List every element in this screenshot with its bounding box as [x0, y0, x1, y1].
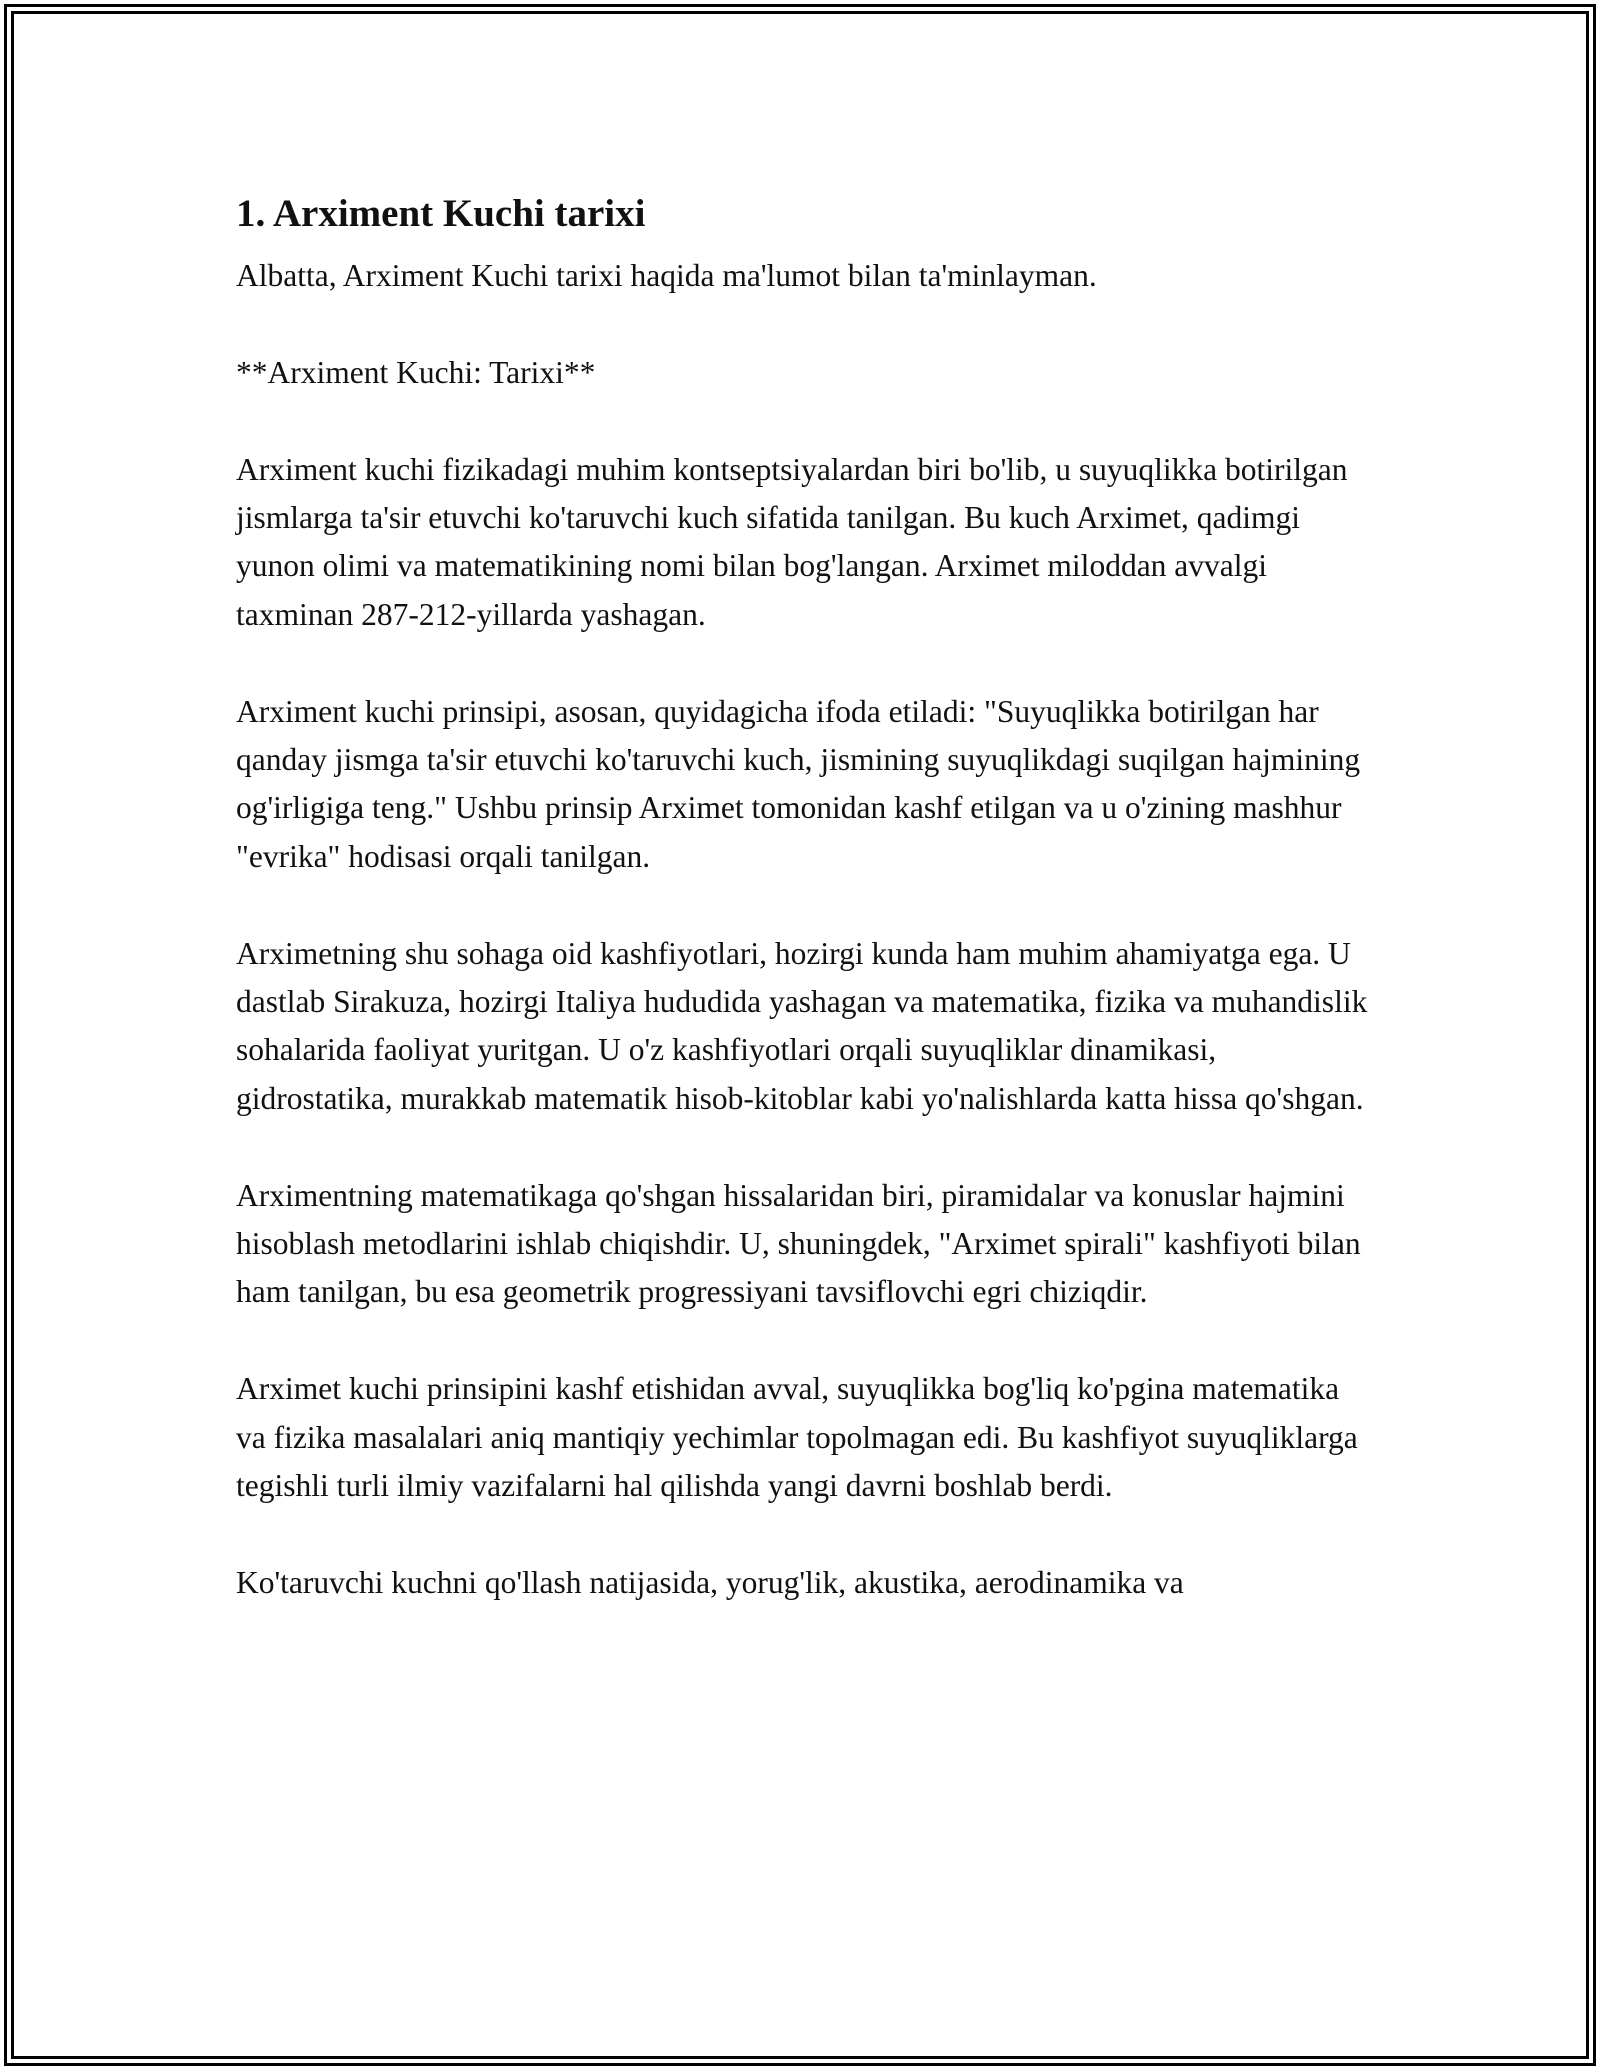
paragraph-spacer	[236, 1317, 1376, 1365]
paragraph-spacer	[236, 300, 1376, 348]
body-paragraph: Arximentning matematikaga qo'shgan hissalaridan biri, piramidalar va konuslar hajmini hisoblash metodlarini ishlab chiqishdir. U, shuningdek, "Arximet spirali" kashfiyoti bilan ham tanilgan, bu esa geometrik progressiyani tavsiflovchi egri chiziqdir.	[236, 1177, 1361, 1310]
paragraph-spacer	[236, 1123, 1376, 1171]
body-paragraph: Arximet kuchi prinsipini kashf etishidan avval, suyuqlikka bog'liq ko'pgina matematika va fizika masalalari aniq mantiqiy yechimlar topolmagan edi. Bu kashfiyot suyuqliklarga tegishli turli ilmiy vazifalarni hal qilishda yangi davrni boshlab berdi.	[236, 1371, 1358, 1504]
body-paragraph: Arximent kuchi prinsipi, asosan, quyidagicha ifoda etiladi: "Suyuqlikka botirilgan har qanday jismga ta'sir etuvchi ko'taruvchi kuch, jismining suyuqlikdagi suqilgan hajmining og'irligiga teng." Ushbu prinsip Arximet tomonidan kashf etilgan va u o'zining mashhur "evrika" hodisasi orqali tanilgan.	[236, 693, 1361, 874]
paragraph-spacer	[236, 639, 1376, 687]
section-heading: 1. Arximent Kuchi tarixi	[236, 192, 646, 235]
intro-paragraph: Albatta, Arximent Kuchi tarixi haqida ma'lumot bilan ta'minlayman.	[236, 258, 1097, 293]
subtitle-paragraph: **Arximent Kuchi: Tarixi**	[236, 354, 596, 390]
paragraph-spacer	[236, 881, 1376, 929]
body-paragraph: Arximent kuchi fizikadagi muhim kontseptsiyalardan biri bo'lib, u suyuqlikka botirilgan jismlarga ta'sir etuvchi ko'taruvchi kuch sifatida tanilgan. Bu kuch Arximet, qadimgi yunon olimi va matematikining nomi bilan bog'langan. Arximet miloddan avvalgi taxminan 287-212-yillarda yashagan.	[236, 451, 1348, 632]
body-paragraph-truncated: Ko'taruvchi kuchni qo'llash natijasida, yorug'lik, akustika, aerodinamika va	[236, 1564, 1184, 1600]
paragraph-spacer	[236, 397, 1376, 445]
document-body	[236, 180, 1376, 1607]
paragraph-spacer	[236, 1510, 1376, 1558]
body-paragraph: Arximetning shu sohaga oid kashfiyotlari, hozirgi kunda ham muhim ahamiyatga ega. U dastlab Sirakuza, hozirgi Italiya hududida yashagan va matematika, fizika va muhandislik sohalarida faoliyat yuritgan. U o'z kashfiyotlari orqali suyuqliklar dinamikasi, gidrostatika, murakkab matematik hisob-kitoblar kabi yo'nalishlarda katta hissa qo'shgan.	[236, 935, 1368, 1116]
